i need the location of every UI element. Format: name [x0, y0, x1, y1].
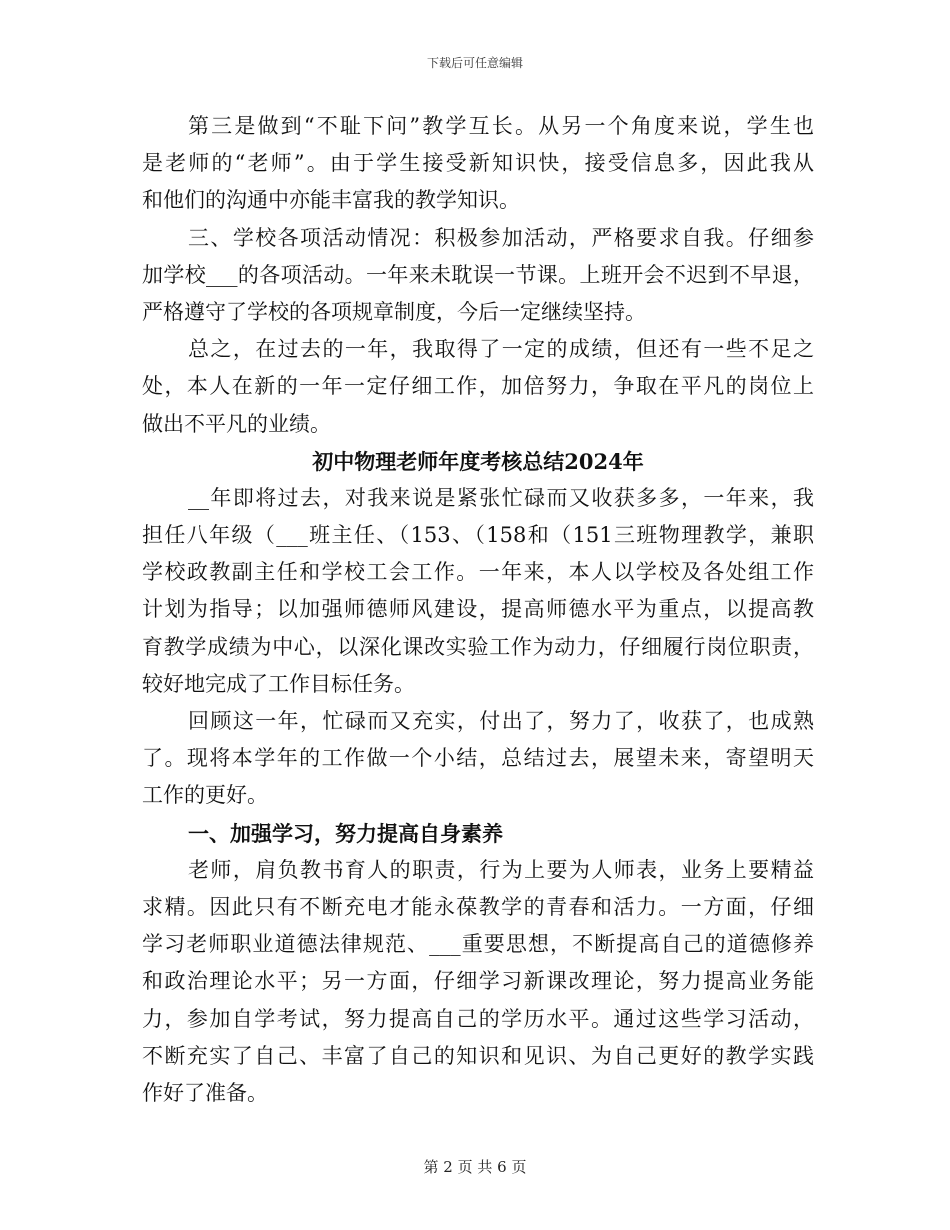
paragraph-line: 作好了准备。	[142, 1080, 268, 1105]
paragraph-line: 力，参加自学考试，努力提高自己的学历水平。通过这些学习活动，	[142, 1006, 814, 1031]
page-header-note: 下载后可任意编辑	[426, 56, 523, 70]
paragraph-line: 和他们的沟通中亦能丰富我的教学知识。	[142, 188, 520, 213]
paragraph-line: 计划为指导；以加强师德师风建设，提高师德水平为重点，以提高教	[142, 597, 814, 622]
page-number: 第 2 页 共 6 页	[423, 1158, 527, 1176]
section-heading: 一、加强学习，努力提高自身素养	[188, 820, 503, 846]
document-body	[142, 108, 814, 1112]
paragraph-line: 育教学成绩为中心，以深化课改实验工作为动力，仔细履行岗位职责，	[142, 634, 814, 659]
paragraph-line: 较好地完成了工作目标任务。	[142, 671, 415, 696]
paragraph-line: 是老师的“老师”。由于学生接受新知识快，接受信息多，因此我从	[142, 151, 814, 176]
paragraph-line: 和政治理论水平；另一方面，仔细学习新课改理论，努力提高业务能	[142, 969, 814, 994]
paragraph-line: 学校政教副主任和学校工会工作。一年来，本人以学校及各处组工作	[142, 560, 814, 585]
paragraph-line: 求精。因此只有不断充电才能永葆教学的青春和活力。一方面，仔细	[142, 894, 814, 919]
paragraph-line: 第三是做到“不耻下问”教学互长。从另一个角度来说，学生也	[188, 114, 814, 138]
paragraph-line: 担任八年级（___班主任、（153、（158和（151三班物理教学，兼职	[142, 523, 814, 548]
paragraph-line: 三、学校各项活动情况：积极参加活动，严格要求自我。仔细参	[188, 225, 814, 250]
paragraph-line: 处，本人在新的一年一定仔细工作，加倍努力，争取在平凡的岗位上	[142, 374, 814, 399]
paragraph-line: __年即将过去，对我来说是紧张忙碌而又收获多多，一年来，我	[188, 485, 814, 510]
document-title: 初中物理老师年度考核总结2024年	[312, 448, 644, 474]
paragraph-line: 回顾这一年，忙碌而又充实，付出了，努力了，收获了，也成熟	[188, 709, 814, 733]
paragraph-line: 了。现将本学年的工作做一个小结，总结过去，展望未来，寄望明天	[142, 746, 814, 771]
paragraph-line: 不断充实了自己、丰富了自己的知识和见识、为自己更好的教学实践	[142, 1043, 814, 1068]
paragraph-line: 总之，在过去的一年，我取得了一定的成绩，但还有一些不足之	[188, 337, 814, 362]
paragraph-line: 工作的更好。	[142, 783, 268, 808]
paragraph-line: 老师，肩负教书育人的职责，行为上要为人师表，业务上要精益	[188, 857, 814, 882]
paragraph-line: 严格遵守了学校的各项规章制度，今后一定继续坚持。	[142, 299, 646, 324]
paragraph-line: 做出不平凡的业绩。	[142, 411, 331, 436]
paragraph-line: 学习老师职业道德法律规范、___重要思想，不断提高自己的道德修养	[142, 932, 814, 957]
paragraph-line: 加学校___的各项活动。一年来未耽误一节课。上班开会不迟到不早退，	[142, 262, 814, 287]
